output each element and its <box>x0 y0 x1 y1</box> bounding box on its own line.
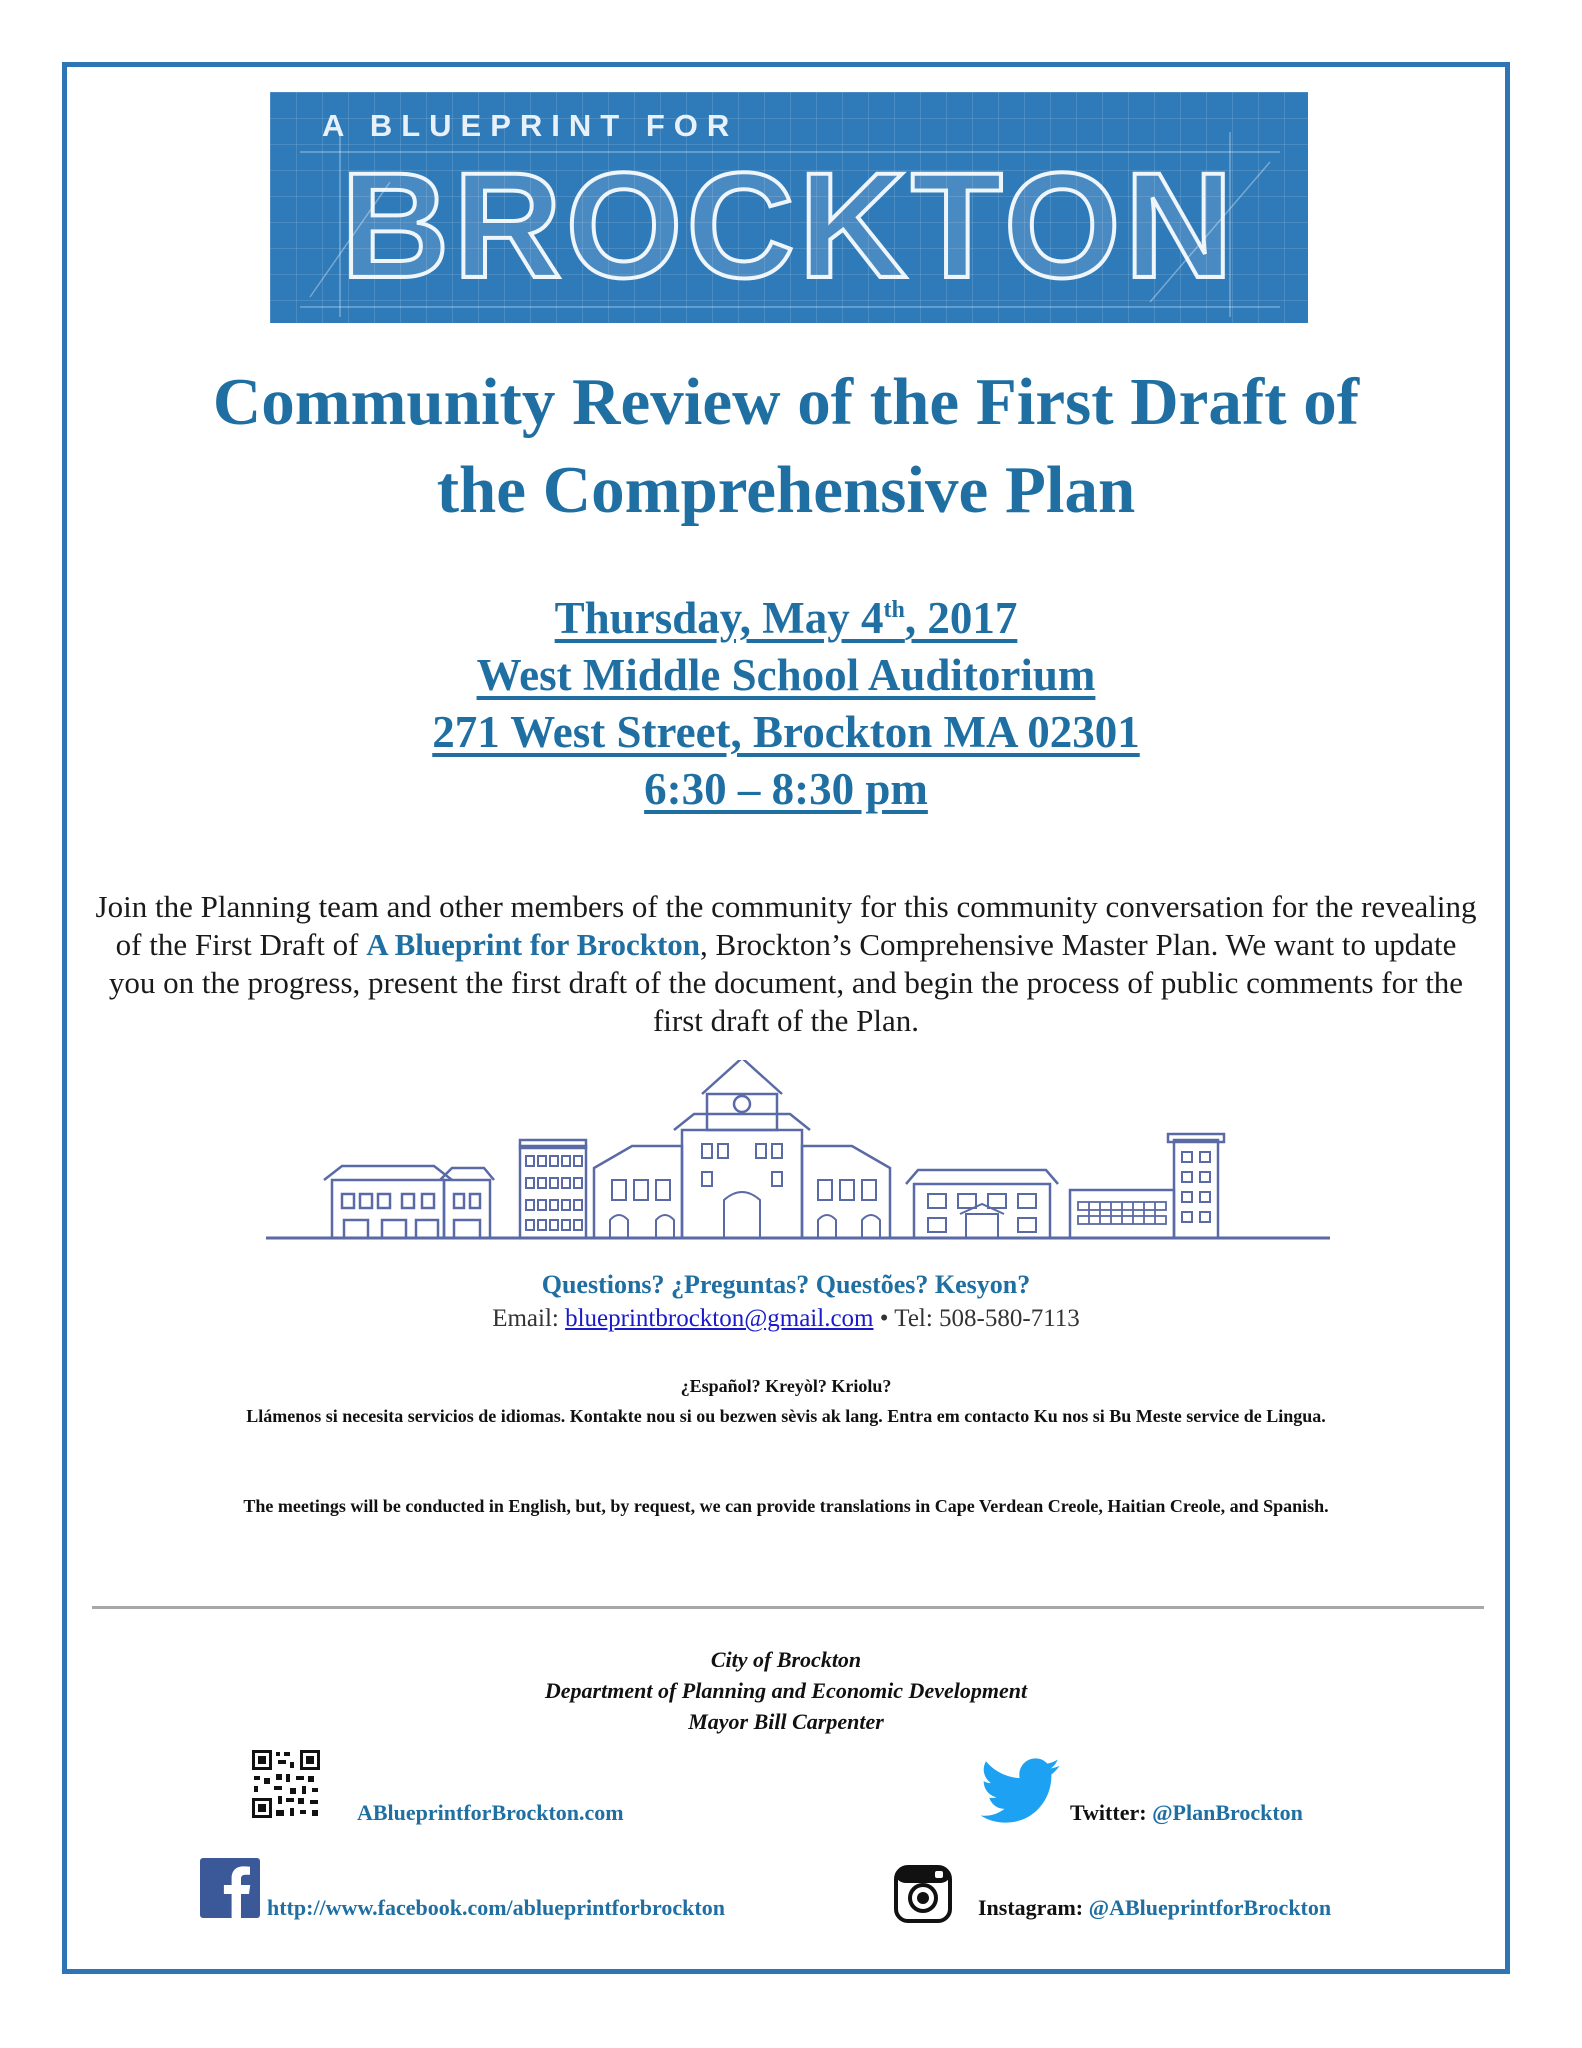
event-time: 6:30 – 8:30 pm <box>644 764 928 814</box>
page-title <box>62 358 1510 534</box>
mayor-name: Mayor Bill Carpenter <box>688 1709 884 1734</box>
event-venue: West Middle School Auditorium <box>476 650 1096 700</box>
intro-paragraph <box>90 888 1482 1040</box>
event-date-ordinal: th <box>883 597 905 623</box>
event-date-suffix: , 2017 <box>904 593 1018 643</box>
facebook-icon <box>200 1858 260 1918</box>
department-name: Department of Planning and Economic Development <box>544 1678 1028 1703</box>
questions-heading: Questions? ¿Preguntas? Questões? Kesyon? <box>541 1270 1031 1299</box>
intro-text-2: , Brockton’s Comprehensive Master Plan. We want to update you on the progress, present the first draft of the document, and begin the process of public comments for the first draft of the Plan. <box>108 927 1464 1038</box>
language-heading: ¿Español? Kreyòl? Kriolu? <box>680 1376 892 1396</box>
intro-plan-name: A Blueprint for Brockton <box>366 927 701 962</box>
city-name: City of Brockton <box>710 1647 862 1672</box>
website-link[interactable]: ABlueprintforBrockton.com <box>357 1800 624 1825</box>
facebook-link[interactable]: http://www.facebook.com/ablueprintforbrockton <box>267 1895 725 1920</box>
logo-name: BROCKTON <box>341 141 1237 309</box>
department-block <box>62 1644 1510 1737</box>
language-body: Llámenos si necesita servicios de idiomas. Kontakte nou si ou bezwen sèvis ak lang. Entra em contacto Ku nos si Bu Meste service de Lingua. <box>246 1406 1326 1426</box>
event-details <box>62 590 1510 818</box>
translation-note: The meetings will be conducted in English, but, by request, we can provide translations in Cape Verdean Creole, Haitian Creole, and Spanish. <box>243 1496 1329 1516</box>
city-skyline-illustration <box>262 1060 1342 1255</box>
instagram-label: Instagram: <box>978 1895 1089 1920</box>
twitter-bird-icon <box>980 1758 1060 1824</box>
instagram-handle[interactable]: @ABlueprintforBrockton <box>1088 1895 1332 1920</box>
event-address: 271 West Street, Brockton MA 02301 <box>432 707 1140 757</box>
blueprint-logo-banner <box>270 92 1308 323</box>
logo-tagline: A BLUEPRINT FOR <box>322 108 739 143</box>
title-line-1: Community Review of the First Draft of <box>212 365 1360 439</box>
blueprint-sketch-lines <box>270 92 1308 323</box>
language-services <box>120 1371 1452 1431</box>
email-link[interactable]: blueprintbrockton@gmail.com <box>565 1305 874 1332</box>
twitter-handle[interactable]: @PlanBrockton <box>1152 1800 1303 1825</box>
event-date-prefix: Thursday, May 4 <box>554 593 884 643</box>
title-line-2: the Comprehensive Plan <box>436 453 1136 527</box>
instagram-icon <box>893 1864 953 1924</box>
intro-text-1: Join the Planning team and other members of the community for this community conversation for the revealing of the First Draft of <box>95 889 1477 962</box>
divider <box>92 1606 1484 1609</box>
email-label: Email: <box>492 1305 566 1332</box>
event-date <box>62 590 1510 647</box>
twitter-label: Twitter: <box>1070 1800 1153 1825</box>
contact-line <box>62 1305 1510 1333</box>
twitter-info <box>1070 1800 1303 1826</box>
contact-separator: • <box>873 1305 895 1332</box>
qr-code-icon <box>250 1748 322 1820</box>
telephone: Tel: 508-580-7113 <box>894 1305 1080 1332</box>
instagram-info <box>978 1895 1331 1921</box>
